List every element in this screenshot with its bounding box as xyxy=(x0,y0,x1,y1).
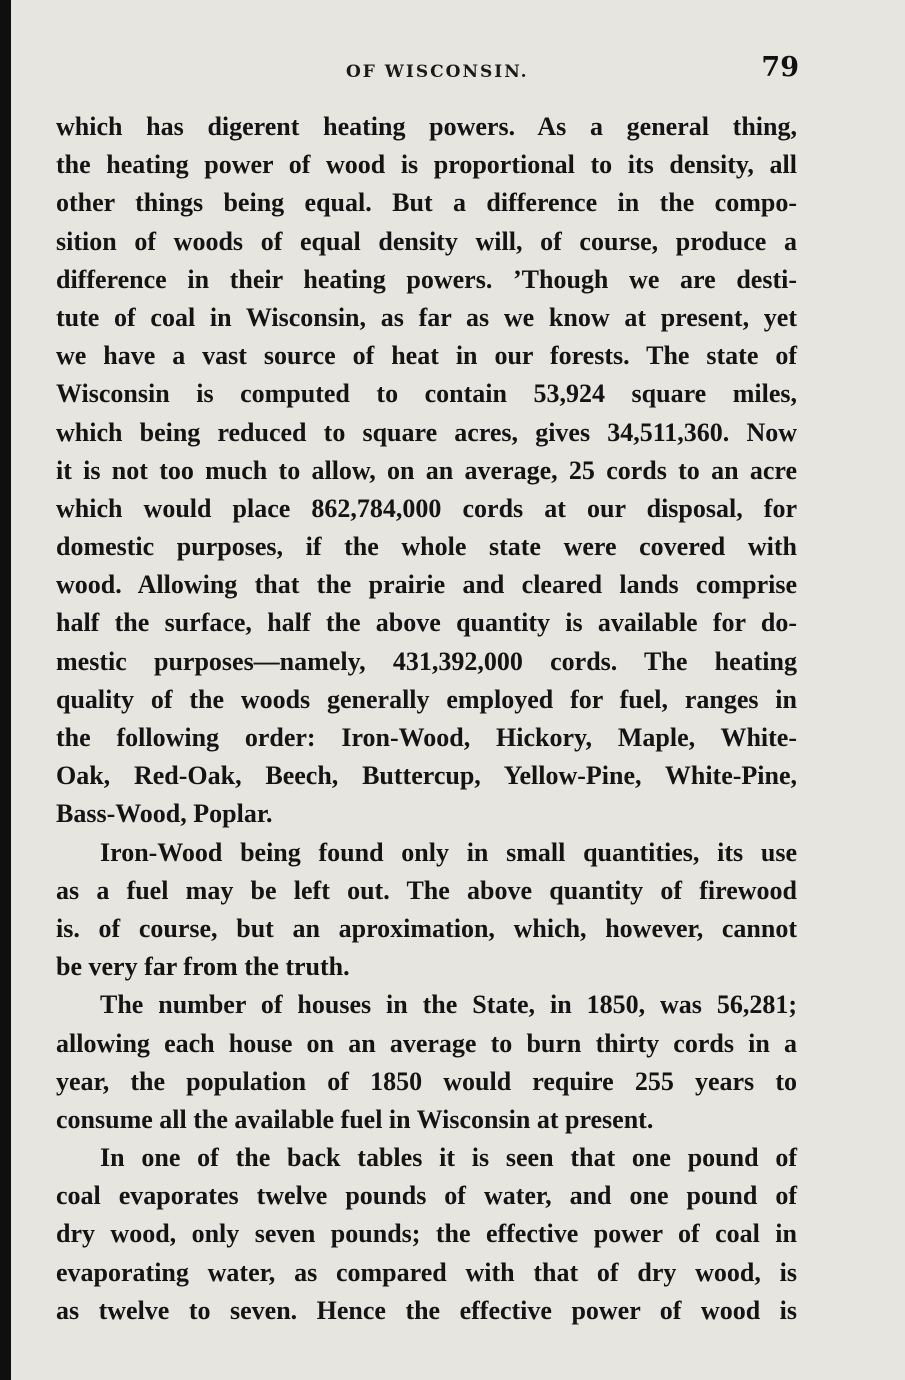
text-line: which has digerent heating powers. As a general thing, xyxy=(56,112,797,141)
page-header xyxy=(56,52,799,88)
text-line: allowing each house on an average to burn thirty cords in a xyxy=(56,1028,797,1058)
text-line: In one of the back tables it is seen that one pound of xyxy=(100,1143,797,1173)
scan-edge xyxy=(0,0,11,1380)
text-line: it is not too much to allow, on an average, 25 cords to an acre xyxy=(56,455,797,485)
text-line: coal evaporates twelve pounds of water, and one pound of xyxy=(56,1181,797,1211)
text-line: The number of houses in the State, in 1850, was 56,281; xyxy=(100,990,797,1020)
text-line: which being reduced to square acres, gives 34,511,360. Now xyxy=(56,417,797,447)
text-line: the heating power of wood is proportional to its density, all xyxy=(56,150,797,180)
body-text xyxy=(56,108,797,1330)
running-head: OF WISCONSIN. xyxy=(346,62,529,82)
text-line: sition of woods of equal density will, of course, produce a xyxy=(56,226,797,256)
text-line: evaporating water, as compared with that of dry wood, is xyxy=(56,1257,797,1287)
text-line: year, the population of 1850 would require 255 years to xyxy=(56,1066,797,1096)
text-line: be very far from the truth. xyxy=(56,952,350,982)
text-line: quality of the woods generally employed for fuel, ranges in xyxy=(56,684,797,714)
text-line: as twelve to seven. Hence the effective power of wood is xyxy=(56,1295,797,1325)
text-line: other things being equal. But a difference in the compo- xyxy=(56,188,797,218)
text-line: which would place 862,784,000 cords at our disposal, for xyxy=(56,493,797,523)
text-line: wood. Allowing that the prairie and cleared lands comprise xyxy=(56,570,797,600)
text-line: as a fuel may be left out. The above quantity of firewood xyxy=(56,875,797,905)
book-page xyxy=(11,0,905,1380)
text-line: Bass-Wood, Poplar. xyxy=(56,799,273,829)
text-line: tute of coal in Wisconsin, as far as we know at present, yet xyxy=(56,302,797,332)
text-line: half the surface, half the above quantity is available for do- xyxy=(56,608,797,638)
text-line: the following order: Iron-Wood, Hickory, Maple, White- xyxy=(56,723,797,752)
text-line: Iron-Wood being found only in small quantities, its use xyxy=(100,837,797,867)
text-line: Wisconsin is computed to contain 53,924 square miles, xyxy=(56,379,797,409)
text-line: is. of course, but an aproximation, which, however, cannot xyxy=(56,913,797,943)
text-line: consume all the available fuel in Wisconsin at present. xyxy=(56,1104,654,1134)
text-line: Oak, Red-Oak, Beech, Buttercup, Yellow-Pine, White-Pine, xyxy=(56,761,797,791)
text-line: we have a vast source of heat in our forests. The state of xyxy=(56,341,797,371)
text-line: domestic purposes, if the whole state were covered with xyxy=(56,532,797,562)
text-line: dry wood, only seven pounds; the effective power of coal in xyxy=(56,1219,797,1249)
text-line: mestic purposes—namely, 431,392,000 cords. The heating xyxy=(56,646,797,676)
text-line: difference in their heating powers. ’Though we are desti- xyxy=(56,264,797,294)
page-number: 79 xyxy=(761,52,799,83)
